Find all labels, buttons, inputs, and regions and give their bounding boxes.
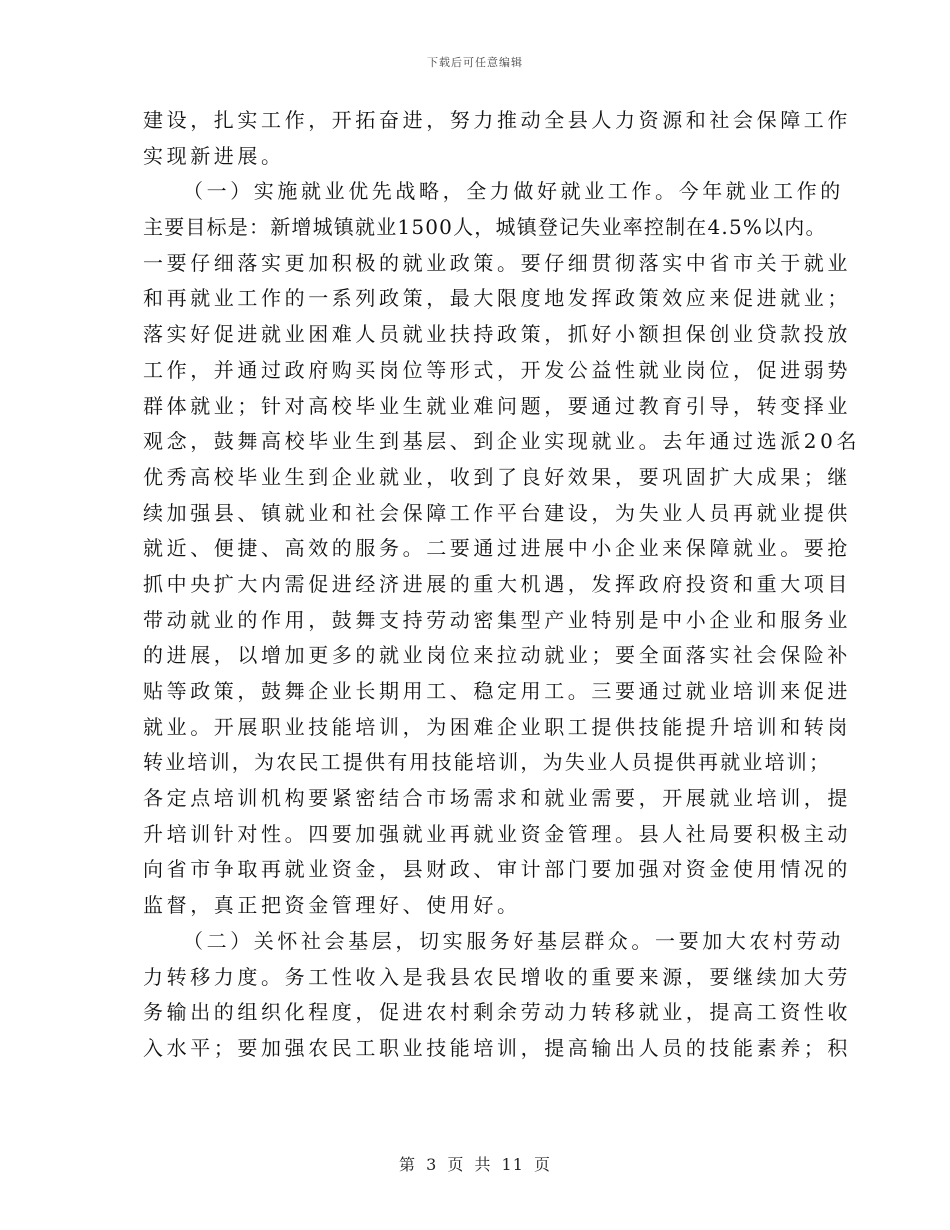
text-line: 工作，并通过政府购买岗位等形式，开发公益性就业岗位，促进弱势 xyxy=(143,357,851,382)
text-line: 观念，鼓舞高校毕业生到基层、到企业实现就业。去年通过选派20名 xyxy=(143,429,861,454)
text-line: 建设，扎实工作，开拓奋进，努力推动全县人力资源和社会保障工作 xyxy=(143,108,851,132)
paragraph-start-line: （二）关怀社会基层，切实服务好基层群众。一要加大农村劳动 xyxy=(183,928,844,953)
text-line: 贴等政策，鼓舞企业长期用工、稳定用工。三要通过就业培训来促进 xyxy=(143,679,851,703)
text-line: 向省市争取再就业资金，县财政、审计部门要加强对资金使用情况的 xyxy=(143,857,851,882)
text-line: 带动就业的作用，鼓舞支持劳动密集型产业特别是中小企业和服务业 xyxy=(143,607,851,632)
page-number-footer: 第 3 页 共 11 页 xyxy=(399,1155,551,1174)
text-line: 实现新进展。 xyxy=(143,143,285,168)
text-line: 务输出的组织化程度，促进农村剩余劳动力转移就业，提高工资性收 xyxy=(143,1000,851,1025)
text-line: 落实好促进就业困难人员就业扶持政策，抓好小额担保创业贷款投放 xyxy=(143,322,851,347)
text-line: 就近、便捷、高效的服务。二要通过进展中小企业来保障就业。要抢 xyxy=(143,536,851,561)
text-line: 群体就业；针对高校毕业生就业难问题，要通过教育引导，转变择业 xyxy=(143,393,851,418)
document-body xyxy=(143,103,861,1067)
text-line: 转业培训，为农民工提供有用技能培训，为失业人员提供再就业培训； xyxy=(143,750,832,775)
text-line: 的进展，以增加更多的就业岗位来拉动就业；要全面落实社会保险补 xyxy=(143,643,851,668)
text-line: 和再就业工作的一系列政策，最大限度地发挥政策效应来促进就业； xyxy=(143,286,851,311)
text-line: 续加强县、镇就业和社会保障工作平台建设，为失业人员再就业提供 xyxy=(143,500,851,525)
text-line: 入水平；要加强农民工职业技能培训，提高输出人员的技能素养；积 xyxy=(143,1035,851,1060)
text-line: 主要目标是：新增城镇就业1500人，城镇登记失业率控制在4.5%以内。 xyxy=(143,215,827,240)
page-header-note: 下载后可任意编辑 xyxy=(427,56,523,69)
paragraph-start-line: （一）实施就业优先战略，全力做好就业工作。今年就业工作的 xyxy=(183,179,844,204)
text-line: 就业。开展职业技能培训，为困难企业职工提供技能提升培训和转岗 xyxy=(143,714,851,739)
text-line: 升培训针对性。四要加强就业再就业资金管理。县人社局要积极主动 xyxy=(143,821,851,846)
text-line: 监督，真正把资金管理好、使用好。 xyxy=(143,893,521,918)
text-line: 优秀高校毕业生到企业就业，收到了良好效果，要巩固扩大成果；继 xyxy=(143,464,851,489)
text-line: 力转移力度。务工性收入是我县农民增收的重要来源，要继续加大劳 xyxy=(143,964,851,989)
text-line: 一要仔细落实更加积极的就业政策。要仔细贯彻落实中省市关于就业 xyxy=(143,250,851,275)
text-line: 抓中央扩大内需促进经济进展的重大机遇，发挥政府投资和重大项目 xyxy=(143,571,851,596)
text-line: 各定点培训机构要紧密结合市场需求和就业需要，开展就业培训，提 xyxy=(143,786,851,811)
